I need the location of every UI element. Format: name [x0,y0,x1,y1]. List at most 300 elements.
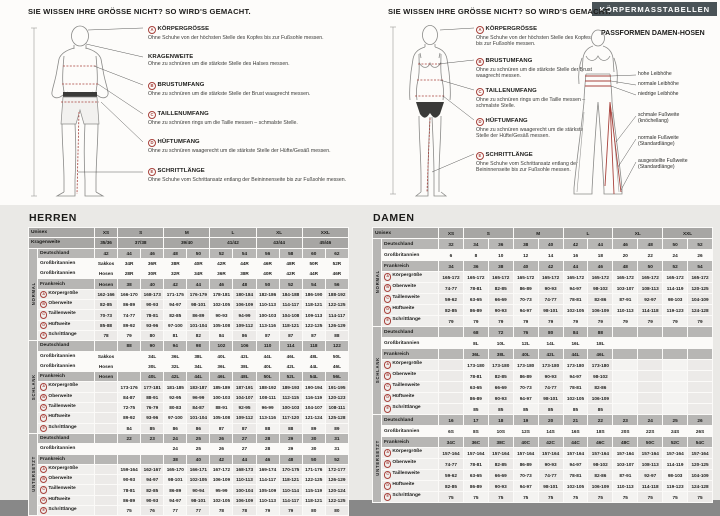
size-cell: 165-172 [513,272,538,283]
row-label: B Oberweite [382,283,439,294]
damen-measure-guide [388,22,720,205]
size-cell: 118-121 [279,320,302,330]
size-cell: 46R [325,269,348,279]
size-cell: 78-81 [563,294,588,305]
letter-c-icon: C [40,486,47,493]
size-cell [95,403,118,413]
size-cell: 44L [563,349,588,360]
row-label: Großbritannien [38,258,95,268]
letter-a-icon: A [476,26,484,34]
size-cell: 50 [663,239,688,250]
letter-d-icon: D [384,394,391,401]
size-cell: 50C [638,437,663,448]
size-cell: 34R [187,269,210,279]
size-cell: 50 [638,261,663,272]
size-cell: 90-93 [538,459,563,470]
size-cell: 171-175 [164,289,187,299]
size-cell: 165-172 [488,272,513,283]
row-label: Frankreich [38,279,95,289]
size-cell: 82-85 [488,283,513,294]
size-cell: 92-95 [164,392,187,402]
row-label: Frankreich [38,372,95,382]
size-cell: 77 [187,506,210,516]
size-cell: 92-95 [233,403,256,413]
size-cell: 79 [538,316,563,327]
table-row [29,341,349,351]
size-cell: 79 [663,316,688,327]
size-cell: 20S [613,426,638,437]
size-cell: 105-108 [210,320,233,330]
size-cell: 173-180 [563,360,588,371]
size-cell: 110-113 [233,475,256,485]
size-cell: 168-173 [233,464,256,474]
size-cell: 85 [538,404,563,415]
size-cell: 54L [302,372,325,382]
section-band-normal: NORMAL [29,248,38,341]
size-cell: 87-91 [613,294,638,305]
letter-b-icon: B [40,394,47,401]
size-cell: 78-81 [563,470,588,481]
size-cell: 110 [256,341,279,351]
row-label: E Schrittlänge [38,423,95,433]
size-cell: 24S [663,426,688,437]
letter-b-icon: B [476,58,484,66]
measure-item [148,111,348,126]
size-cell: 106-109 [210,475,233,485]
header-size: 45/46 [302,238,348,248]
size-cell: 114-119 [663,459,688,470]
size-cell: 26 [210,444,233,454]
right-guide-title: SIE WISSEN IHRE GRÖSSE NICHT? SO WIRD'S GEMACHT. [388,7,611,16]
size-cell: 86-89 [118,300,141,310]
size-cell: 24 [164,444,187,454]
size-cell: 70-73 [513,382,538,393]
leg-fit-label: schmale Fußweite (knöchellang) [638,112,680,125]
size-cell: 74-77 [538,470,563,481]
size-cell [118,351,141,361]
size-cell: 118 [302,341,325,351]
herren-table-title: HERREN [29,212,77,224]
size-cell: 16S [563,426,588,437]
size-cell: 90-93 [538,283,563,294]
row-label: E Schrittlänge [38,506,95,516]
size-cell: 120-124 [325,485,348,495]
size-cell: 108-111 [256,392,279,402]
measure-item [148,168,348,183]
size-cell: 178-181 [210,289,233,299]
row-label: Großbritannien [38,444,95,454]
size-cell: 75 [638,492,663,503]
size-cell: 177-181 [141,382,164,392]
size-cell [439,360,464,371]
row-label: C Taillenweite [382,294,439,305]
size-cell: 86-89 [118,495,141,505]
size-cell: 85 [488,404,513,415]
size-cell: 94-97 [164,495,187,505]
letter-b-icon: B [148,82,156,90]
size-cell: 78-81 [118,485,141,495]
size-cell [95,464,118,474]
size-cell: 110-114 [279,485,302,495]
size-cell: 38 [164,454,187,464]
size-cell: 113-116 [256,320,279,330]
size-cell [95,506,118,516]
size-cell: 90-93 [538,371,563,382]
table-row [29,258,349,268]
size-cell: 119-123 [663,481,688,492]
header-size: M [164,228,210,238]
size-cell: 44C [563,437,588,448]
size-cell: 98-101 [538,305,563,316]
section-band-schlank: SCHLANK [29,341,38,434]
size-cell: 85 [141,423,164,433]
size-cell: 36L [164,351,187,361]
table-row [373,250,713,261]
size-cell: 46 [210,279,233,289]
table-row [373,382,713,393]
row-label: B Oberweite [382,371,439,382]
size-cell: 102-105 [563,305,588,316]
size-cell: 112-115 [279,392,302,402]
size-cell: 50R [302,258,325,268]
size-cell [439,327,464,338]
row-label: A Körpergröße [38,464,95,474]
size-cell: 109-113 [302,310,325,320]
size-cell: Hosen [95,279,118,289]
size-cell: 26 [210,433,233,443]
size-cell: 94-97 [164,300,187,310]
row-label: Deutschland [38,433,95,443]
size-cell: 87 [233,423,256,433]
size-cell: 114-117 [325,310,348,320]
size-cell: 90-94 [187,485,210,495]
size-cell: 118-121 [302,300,325,310]
letter-c-icon: C [384,295,391,302]
size-cell: 79 [638,316,663,327]
size-cell: 172-177 [325,464,348,474]
measure-name: D HÜFTUMFANG [148,139,348,147]
size-cell [95,444,118,454]
letter-a-icon: A [148,26,156,34]
header-size: XS [95,228,118,238]
table-row [29,300,349,310]
header-row [373,228,713,239]
size-cell: 185-189 [210,382,233,392]
letter-b-icon: B [384,372,391,379]
table-row [29,320,349,330]
table-row [29,392,349,402]
size-cell: 114-119 [663,283,688,294]
size-cell: 94-97 [513,305,538,316]
size-cell: 86 [233,330,256,340]
size-cell [95,423,118,433]
table-row [29,454,349,464]
size-cell: 16 [563,250,588,261]
size-cell: 86-89 [513,459,538,470]
size-cell [638,327,663,338]
size-cell: 46L [210,372,233,382]
size-cell: 79 [118,330,141,340]
size-cell: 124-128 [688,305,713,316]
letter-e-icon: E [476,152,484,160]
size-cell: 21 [563,415,588,426]
size-cell: 34L [141,351,164,361]
size-cell: 50L [325,351,348,361]
size-cell: 90-93 [210,310,233,320]
size-cell: 98-103 [663,294,688,305]
size-cell: 82-85 [488,371,513,382]
section-band-untersetzt: UNTERSETZT [373,415,382,503]
size-cell: 66-69 [488,470,513,481]
size-cell: 122-125 [302,320,325,330]
size-cell: 20 [538,415,563,426]
size-cell: 157-164 [588,448,613,459]
size-cell: 82-85 [439,305,464,316]
size-cell: 100-104 [233,485,256,495]
size-cell: 89 [325,423,348,433]
size-cell: 79 [439,316,464,327]
size-cell: 191-195 [325,382,348,392]
size-tables-zone [0,205,720,514]
letter-b-icon: B [40,476,47,483]
size-cell: 165-172 [588,272,613,283]
row-label: Deutschland [382,239,439,250]
table-row [373,327,713,338]
size-cell [439,393,464,404]
size-cell: 20 [613,250,638,261]
size-cell: 48R [279,258,302,268]
size-cell: 82-85 [488,459,513,470]
table-row [29,485,349,495]
letter-c-icon: C [384,383,391,390]
size-cell: 30 [302,433,325,443]
size-cell: 27 [233,444,256,454]
size-cell: 36L [210,361,233,371]
size-cell: 167-172 [210,464,233,474]
size-cell: 24 [164,433,187,443]
header-label: Unisex [373,228,439,239]
size-cell: 14 [538,250,563,261]
size-cell: 173-176 [118,382,141,392]
measure-name: E SCHRITTLÄNGE [148,168,348,176]
table-row [29,413,349,423]
size-cell [663,382,688,393]
size-cell: 88-91 [141,392,164,402]
size-cell: 86-89 [513,283,538,294]
size-cell [439,371,464,382]
size-cell: 165-172 [538,272,563,283]
size-cell: 90-93 [488,305,513,316]
waist-fit-label: normale Leibhöhe [638,81,679,87]
size-cell [638,404,663,415]
size-cell: 87 [302,330,325,340]
size-cell: 125-128 [325,413,348,423]
passformen-title: PASSFORMEN DAMEN-HOSEN [601,30,705,37]
table-row [373,349,713,360]
row-label: A Körpergröße [382,272,439,283]
measure-name: B BRUSTUMFANG [476,58,594,66]
measure-name: E SCHRITTLÄNGE [476,152,594,160]
letter-d-icon: D [40,497,47,504]
size-cell: 46R [256,258,279,268]
size-cell: 46L [325,361,348,371]
size-cell: 10S [488,426,513,437]
size-cell: 56 [325,279,348,289]
size-cell: 34 [439,261,464,272]
size-cell: 173-180 [488,360,513,371]
size-cell: 79 [563,316,588,327]
size-cell: 30L [141,361,164,371]
size-cell: 81 [164,330,187,340]
size-cell: 22 [588,415,613,426]
size-cell: 16L [563,338,588,349]
size-cell: 90-93 [118,475,141,485]
size-cell [613,360,638,371]
size-cell: 98 [187,341,210,351]
table-row [29,372,349,382]
size-cell [613,404,638,415]
size-cell: 79 [488,316,513,327]
row-label: B Oberweite [38,475,95,485]
letter-a-icon: A [40,383,47,390]
size-cell: 25 [663,415,688,426]
size-cell: 100-103 [256,310,279,320]
size-cell: 78-81 [463,371,488,382]
size-cell: 78-81 [563,382,588,393]
size-cell: 78 [95,330,118,340]
size-cell [613,349,638,360]
size-cell: 157-164 [439,448,464,459]
size-cell: 102 [210,341,233,351]
row-label: D Hüftweite [382,481,439,492]
size-cell: 72 [488,327,513,338]
size-cell: 176-179 [187,289,210,299]
size-cell: 85 [513,404,538,415]
size-cell: 181-185 [164,382,187,392]
size-cell: 42 [164,279,187,289]
size-cell: 40 [187,454,210,464]
size-cell: 86 [164,423,187,433]
row-label: Frankreich [382,261,439,272]
measure-item [148,82,348,97]
table-row [29,289,349,299]
size-cell: 183-187 [187,382,210,392]
size-cell: 94-97 [563,459,588,470]
size-cell: 90 [141,341,164,351]
size-cell: 68 [463,327,488,338]
male-figure-diagram [28,22,145,203]
size-cell: 75 [688,492,713,503]
size-cell [95,454,118,464]
size-cell [663,393,688,404]
size-cell: 116-119 [302,392,325,402]
size-cell: 46L [588,349,613,360]
size-cell: 105-108 [210,413,233,423]
size-cell: 120-125 [688,459,713,470]
measure-name: C TAILLENUMFANG [148,111,348,119]
size-cell: 23 [141,433,164,443]
size-cell: 77 [164,506,187,516]
row-label: Großbritannien [382,338,439,349]
header-size: 37/38 [118,238,164,248]
size-cell [95,392,118,402]
size-cell: 86-89 [164,485,187,495]
table-row [373,459,713,470]
size-cell: 104-107 [302,403,325,413]
size-cell: 124-128 [688,481,713,492]
size-cell: 109-112 [233,413,256,423]
size-cell: 46 [588,261,613,272]
size-cell [439,404,464,415]
size-cell: 78-81 [463,459,488,470]
size-cell [141,444,164,454]
damen-size-table [372,227,713,503]
size-cell: 168-173 [141,289,164,299]
header-size: 39/40 [164,238,210,248]
size-cell: 36 [488,239,513,250]
row-label: C Taillenweite [38,403,95,413]
size-cell: 27 [233,433,256,443]
measure-name: KRAGENWEITE [148,54,194,60]
size-cell: 42 [95,248,118,258]
size-cell: 28 [256,444,279,454]
size-cell: 34C [439,437,464,448]
size-cell: 157-164 [513,448,538,459]
size-cell: Hosen [95,372,118,382]
size-cell: 32L [164,361,187,371]
size-cell: 79 [613,316,638,327]
size-cell: 110-113 [613,305,638,316]
size-cell: 86-89 [463,481,488,492]
size-cell: 28R [118,269,141,279]
table-row [373,294,713,305]
size-cell: 96-99 [256,403,279,413]
header-label: Kragenweite [29,238,95,248]
size-cell: 14S [538,426,563,437]
size-cell: 87-91 [613,470,638,481]
waist-fit-label: niedrige Leibhöhe [638,91,679,97]
size-cell: 62 [325,248,348,258]
size-cell: 122-125 [302,475,325,485]
size-cell: 122-125 [325,495,348,505]
header-size: XS [439,228,464,239]
table-row [373,272,713,283]
row-label: A Körpergröße [382,448,439,459]
size-cell: 104-109 [688,294,713,305]
size-cell: 19 [513,415,538,426]
size-cell: 100-103 [279,403,302,413]
size-cell: 106-109 [233,300,256,310]
size-cell: 165-172 [463,272,488,283]
size-cell: 40C [513,437,538,448]
size-cell: 70-73 [513,294,538,305]
letter-e-icon: E [384,405,391,412]
size-cell: 48C [613,437,638,448]
size-cell: Sakkos [95,258,118,268]
table-row [29,495,349,505]
size-cell: 108-113 [638,283,663,294]
table-row [373,371,713,382]
size-cell: 38 [118,279,141,289]
row-label: Frankreich [382,349,439,360]
size-cell: 50L [256,372,279,382]
size-cell: 120-125 [688,283,713,294]
size-cell: 88-91 [210,403,233,413]
size-cell: 10L [488,338,513,349]
size-cell: 106-109 [233,495,256,505]
measure-desc: Ohne zu schnüren waagerecht um die stärkste Stelle der Hüfte/Gesäß messen. [476,126,584,140]
size-cell: 189-193 [279,382,302,392]
